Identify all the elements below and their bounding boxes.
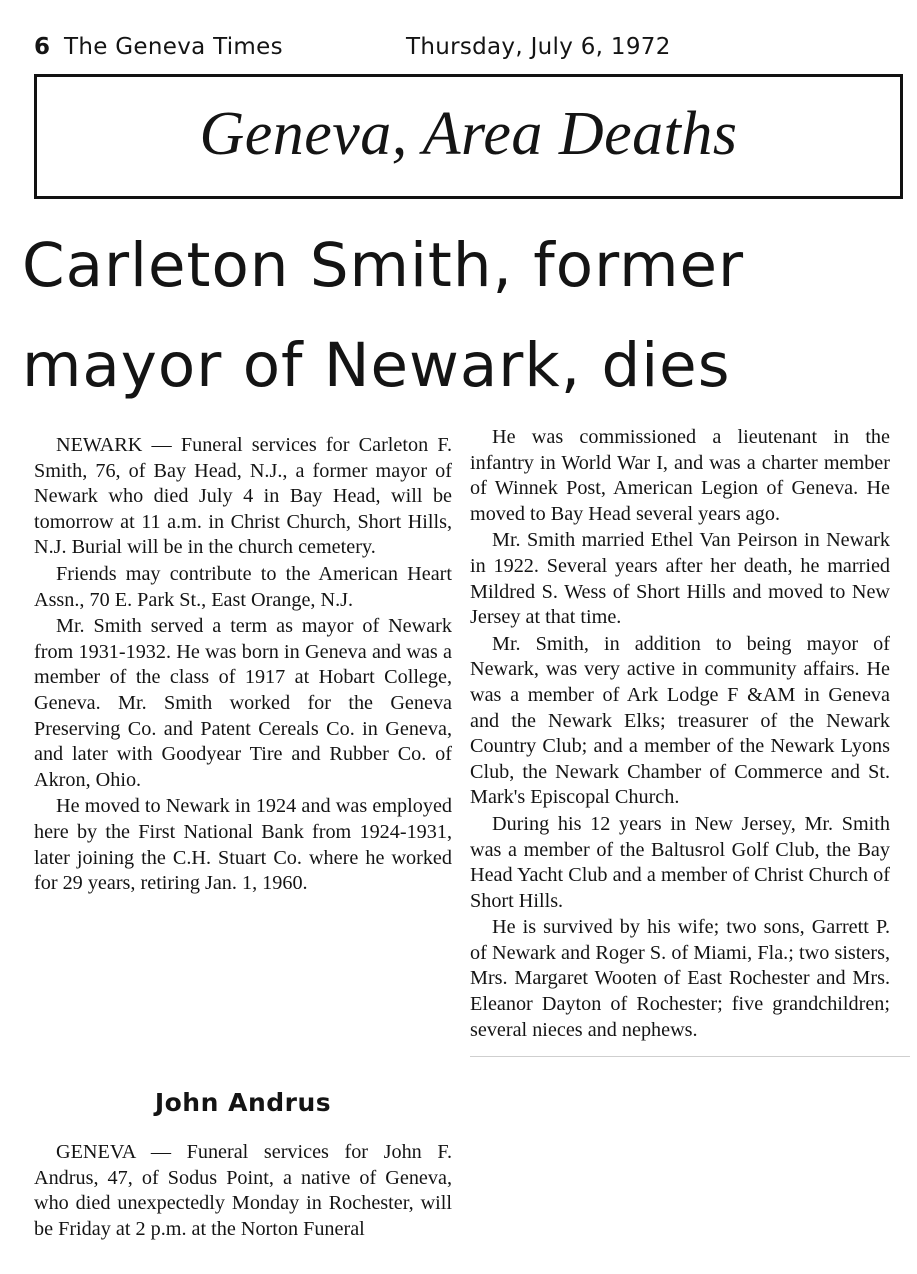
article-paragraph: Friends may contribute to the American Heart Assn., 70 E. Park St., East Orange, N.J. — [34, 562, 452, 611]
article-paragraph: He moved to Newark in 1924 and was employed here by the First National Bank from 1924-1931, later joining the C.H. Stuart Co. where he worked for 29 years, retiring Jan. 1, 1960. — [34, 795, 452, 895]
article-paragraph: Mr. Smith served a term as mayor of Newark from 1931-1932. He was born in Geneva and was a member of the class of 1917 at Hobart College, Geneva. Mr. Smith worked for the Geneva Preserving Co. and Patent Cereals Co. in Geneva, and later with Goodyear Tire and Rubber Co. of Akron, Ohio. — [34, 615, 452, 791]
masthead — [34, 34, 894, 70]
article-headline — [22, 216, 902, 416]
article-paragraph: He is survived by his wife; two sons, Garrett P. of Newark and Roger S. of Miami, Fla.; two sisters, Mrs. Margaret Wooten of East Rochester and Mrs. Eleanor Dayton of Rochester; five grandchildren; several nieces and nephews. — [470, 916, 890, 1041]
article-paragraph: GENEVA — Funeral services for John F. Andrus, 47, of Sodus Point, a native of Geneva, who died unexpectedly Monday in Rochester, will be Friday at 2 p.m. at the Norton Funeral — [34, 1141, 452, 1240]
page-number: 6 — [34, 34, 51, 60]
article-paragraph: He was commissioned a lieutenant in the infantry in World War I, and was a charter member of Winnek Post, American Legion of Geneva. He moved to Bay Head several years ago. — [470, 426, 890, 525]
issue-date: Thursday, July 6, 1972 — [406, 34, 671, 60]
article-paragraph: During his 12 years in New Jersey, Mr. Smith was a member of the Baltusrol Golf Club, the Bay Head Yacht Club and a member of Christ Church of Short Hills. — [470, 812, 890, 912]
newspaper-name: The Geneva Times — [64, 34, 283, 60]
article-left-column — [34, 433, 452, 898]
section-title: Geneva, Area Deaths — [199, 100, 738, 168]
column-divider-rule — [470, 1056, 910, 1057]
article-paragraph: NEWARK — Funeral services for Carleton F. Smith, 76, of Bay Head, N.J., a former mayor of Newark who died July 4 in Bay Head, will be tomorrow at 11 a.m. in Christ Church, Short Hills, N.J. Burial will be in the church cemetery. — [34, 434, 452, 559]
second-obituary-column — [34, 1140, 452, 1243]
second-obituary-headline: John Andrus — [154, 1088, 332, 1117]
article-paragraph: Mr. Smith married Ethel Van Peirson in Newark in 1922. Several years after her death, he married Mildred S. Wess of Short Hills and moved to New Jersey at that time. — [470, 529, 890, 629]
section-banner — [34, 74, 903, 199]
headline-line-2: mayor of Newark, dies — [22, 330, 731, 401]
headline-line-1: Carleton Smith, former — [22, 230, 745, 301]
article-right-column — [470, 425, 890, 1044]
article-paragraph: Mr. Smith, in addition to being mayor of Newark, was very active in community affairs. He was a member of Ark Lodge F &AM in Geneva and the Newark Elks; treasurer of the Newark Country Club; and a member of the Newark Lyons Club, the Newark Chamber of Commerce and St. Mark's Episcopal Church. — [470, 632, 890, 809]
